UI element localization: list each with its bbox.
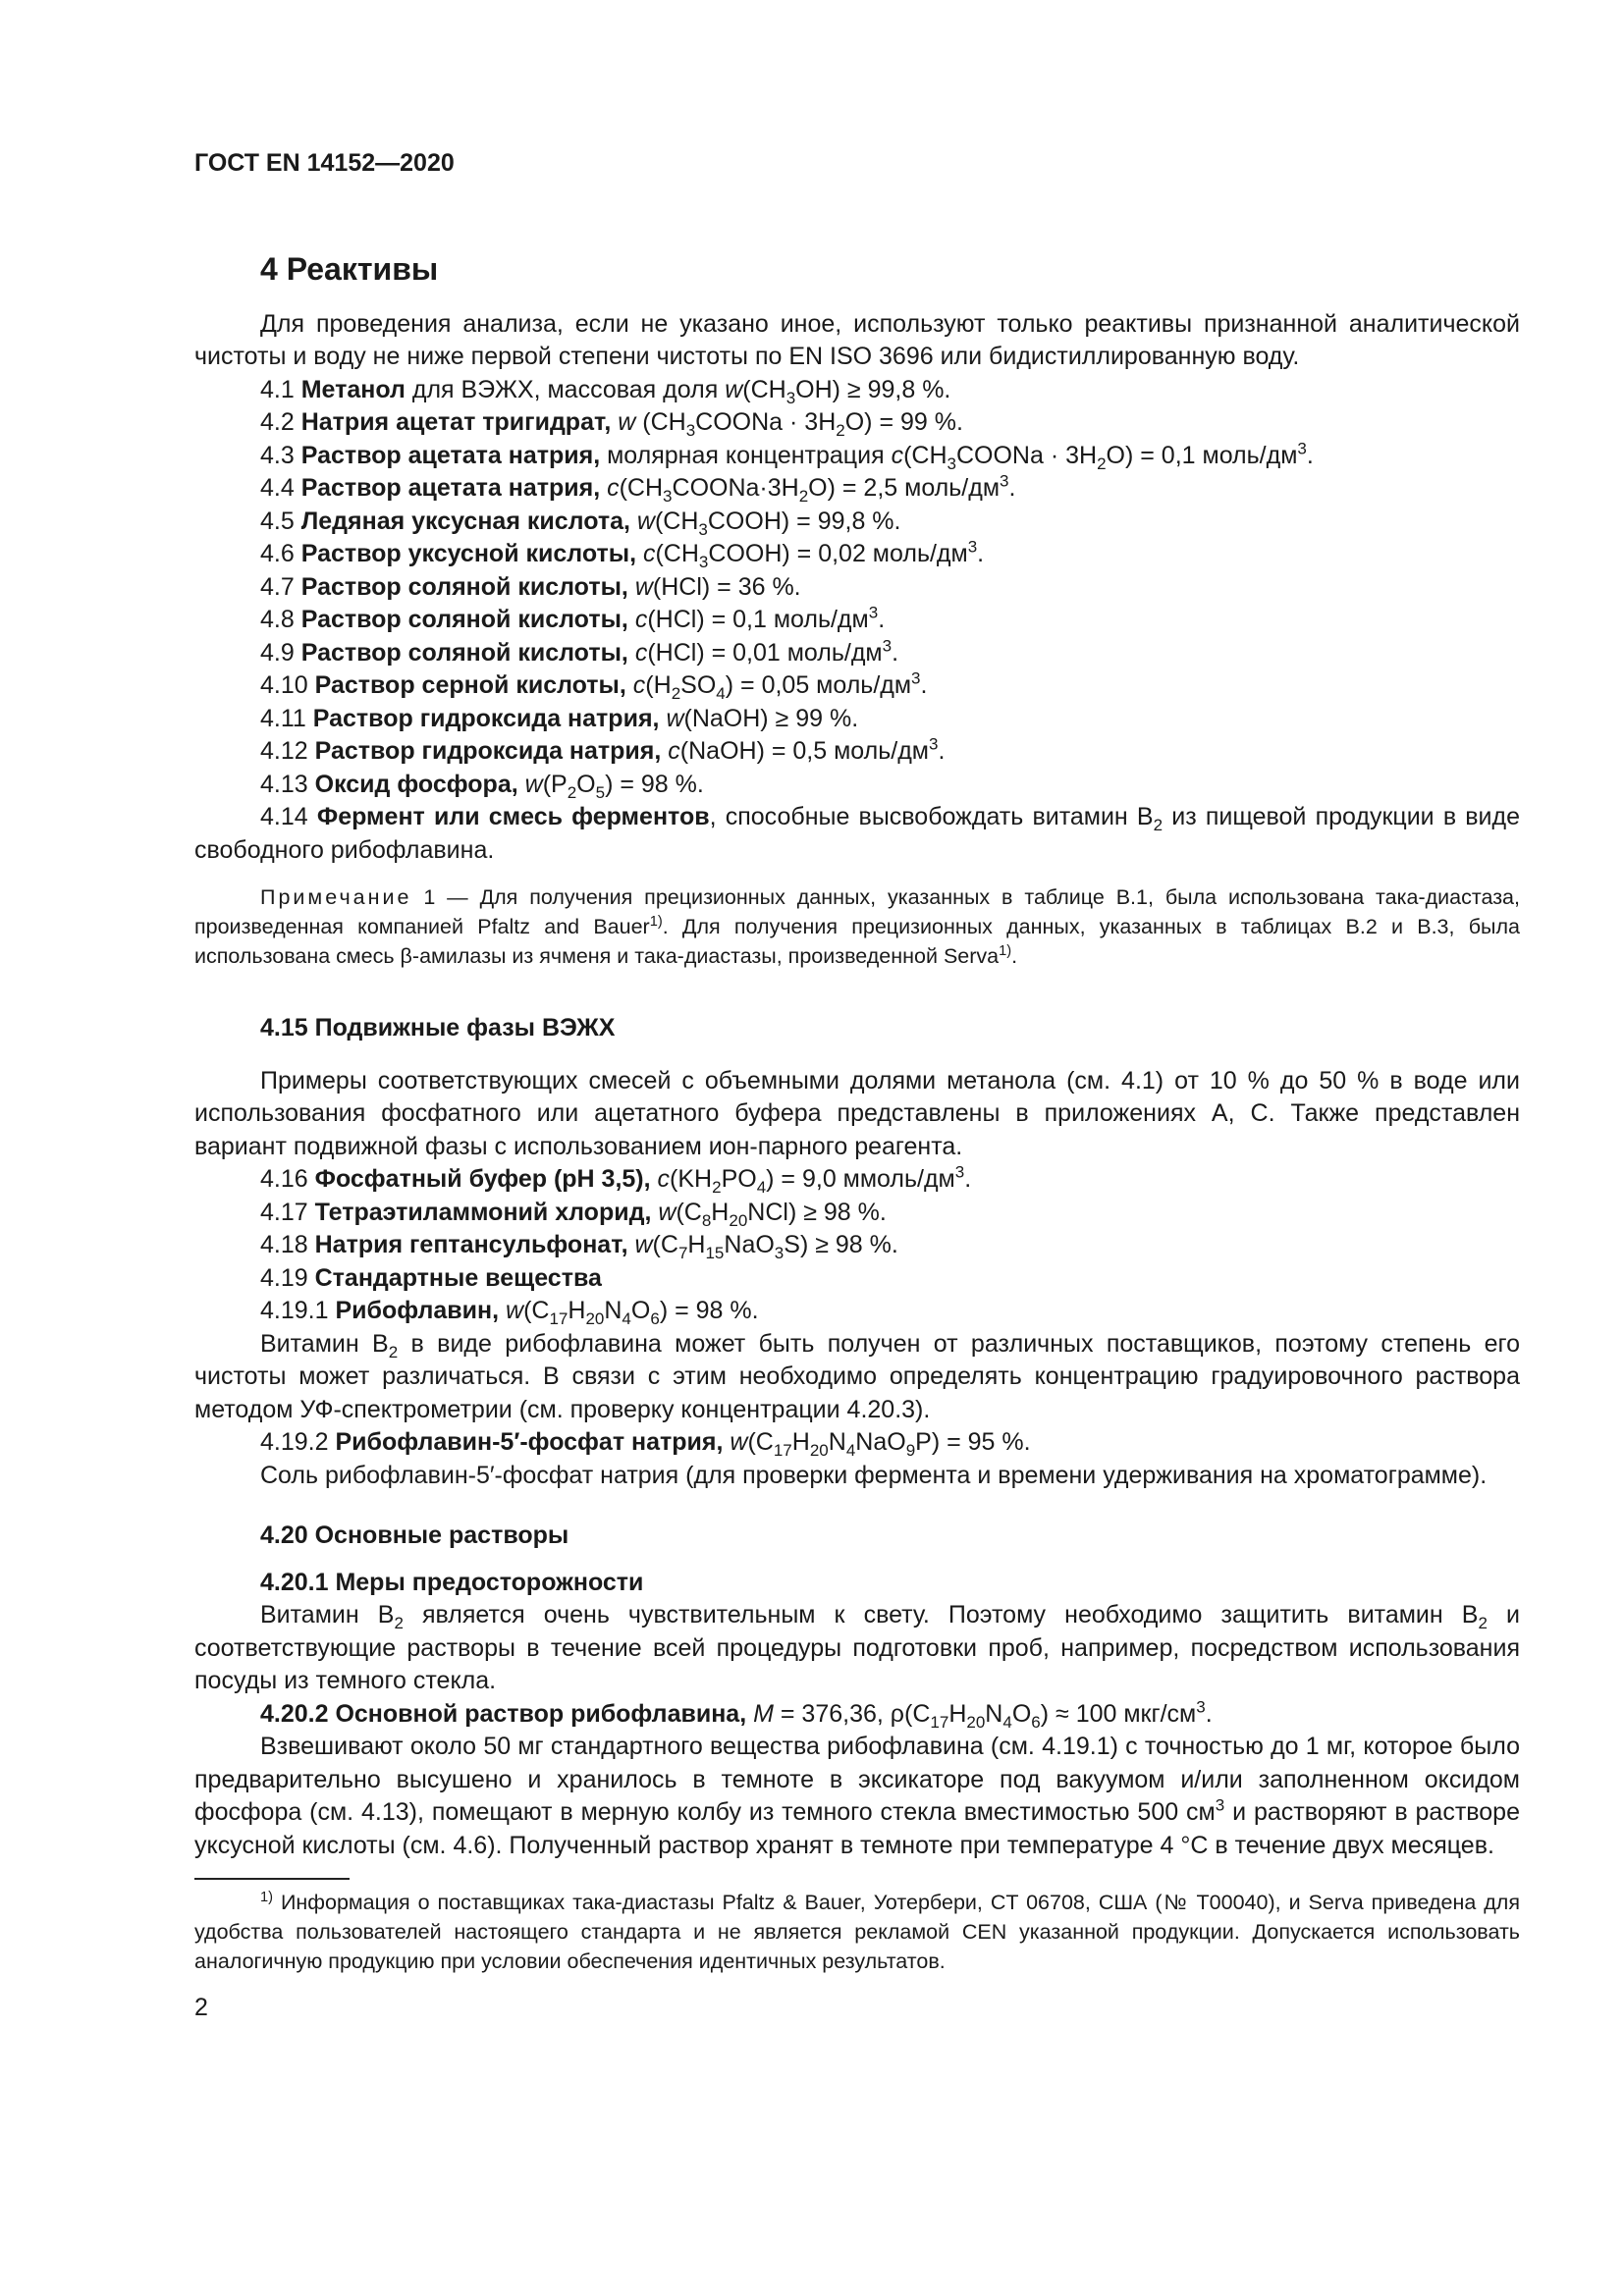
document-page	[194, 147, 1520, 2025]
item-4-14: 4.14 Фермент или смесь ферментов, способные высвобождать витамин $B_2$ из пищевой продукции в виде свободного рибофлавина.	[194, 803, 1521, 864]
item-4-19-1-text: Витамин $B_2$ в виде рибофлавина может быть получен от различных поставщиков, поэтому степень его чистоты может различаться. В связи с этим необходимо определять концентрацию градуировочного раствора методом УФ-спектрометрии (см. проверку концентрации 4.20.3).	[194, 1329, 1520, 1423]
item-4-19-2-text: Соль рибофлавин-5′-фосфат натрия (для проверки фермента и времени удерживания на хроматограмме).	[260, 1461, 1488, 1489]
footnote-divider	[194, 1878, 350, 1880]
subsection-4-15-title: 4.15 Подвижные фазы ВЭЖХ	[260, 1014, 616, 1041]
page-number: 2	[194, 1994, 208, 2021]
item-4-1: 4.1 Метанол для ВЭЖХ, массовая доля $w(CH_3OH) \ge 99,8$ %.	[260, 375, 951, 407]
subsection-4-20-1-title: 4.20.1 Меры предосторожности	[260, 1568, 644, 1596]
item-4-19: 4.19 Стандартные вещества	[260, 1263, 602, 1292]
section-title: 4 Реактивы	[260, 250, 439, 287]
item-4-11: 4.11 Раствор гидроксида натрия, w(NaOH) ≥ 99 %.	[260, 704, 859, 732]
item-4-19-2: 4.19.2 Рибофлавин-5′-фосфат натрия, $w(C_{17}H_{20}N_4NaO_9P) = 95$ %.	[260, 1428, 1031, 1460]
intro-paragraph: Для проведения анализа, если не указано иное, используют только реактивы признанной аналитической чистоты и воду не ниже первой степени чистоты по EN ISO 3696 или бидистиллированную воду.	[194, 309, 1520, 370]
note-1: Примечание 1 — Для получения прецизионных данных, указанных в таблице B.1, была использована така-диастаза, произведенная компанией Pfaltz and Bauer$^{1)}$. Для получения прецизионных данных, указанных в таблицах B.2 и B.3, была использована смесь β-амилазы из ячменя и така-диастазы, произведенной Serva$^{1)}$.	[194, 885, 1520, 968]
item-4-17: 4.17 Тетраэтиламмоний хлорид, $w(C_8H_{20}NCl) \ge 98$ %.	[260, 1198, 887, 1230]
item-4-5: 4.5 Ледяная уксусная кислота, $w(CH_3COOH) = 99,8$ %.	[260, 507, 901, 539]
subsection-4-20-2-text: Взвешивают около 50 мг стандартного вещества рибофлавина (см. 4.19.1) с точностью до 1 мг, которое было предварительно высушено и хранилось в темноте в эксикаторе под вакуумом и/или заполненном оксидом фосфора (см. 4.13), помещают в мерную колбу из темного стекла вместимостью 500 $см^3$ и растворяют в растворе уксусной кислоты (см. 4.6). Полученный раствор хранят в темноте при температуре 4 °С в течение двух месяцев.	[194, 1733, 1520, 1859]
item-4-8: 4.8 Раствор соляной кислоты, c(HCl) = 0,1 моль/$дм^3$.	[260, 603, 886, 633]
item-4-19-1: 4.19.1 Рибофлавин, $w(C_{17}H_{20}N_4O_6) = 98$ %.	[260, 1297, 759, 1328]
item-4-18: 4.18 Натрия гептансульфонат, $w(C_7H_{15}NaO_3S) \ge 98$ %.	[260, 1231, 898, 1262]
subsection-4-15-text: Примеры соответствующих смесей с объемными долями метанола (см. 4.1) от 10 % до 50 % в воде или использования фосфатного или ацетатного буфера представлены в приложениях А, С. Также представлен вариант подвижной фазы с использованием ион-парного реагента.	[194, 1066, 1520, 1160]
subsection-4-20-title: 4.20 Основные растворы	[260, 1522, 569, 1549]
item-4-13: 4.13 Оксид фосфора, $w(P_2O_5) = 98$ %.	[260, 770, 704, 802]
standard-code: ГОСТ EN 14152—2020	[194, 149, 455, 177]
subsection-4-20-2-title: 4.20.2 Основной раствор рибофлавина, M = 376,36, $\rho(C_{17}H_{20}N_4O_6) \approx 100$ мкг/$см^3$.	[260, 1697, 1213, 1732]
footnote: $^{1)}$ Информация о поставщиках така-диастазы Pfaltz & Bauer, Уотербери, CT 06708, США (№ T00040), и Serva приведена для удобства пользователей настоящего стандарта и не является рекламой CEN указанной продукции. Допускается использовать аналогичную продукцию при условии обеспечения идентичных результатов.	[194, 1889, 1520, 1973]
subsection-4-20-1-text: Витамин $B_2$ является очень чувствительным к свету. Поэтому необходимо защитить витамин $B_2$ и соответствующие растворы в течение всей процедуры подготовки проб, например, посредством использования посуды из темного стекла.	[194, 1601, 1520, 1694]
item-4-2: 4.2 Натрия ацетат тригидрат, w $(CH_3COONa \cdot 3H_2O) = 99$ %.	[260, 408, 963, 440]
item-4-12: 4.12 Раствор гидроксида натрия, c(NaOH) = 0,5 моль/$дм^3$.	[260, 734, 946, 765]
item-4-10: 4.10 Раствор серной кислоты, $c(H_2SO_4) = 0,05$ моль/$дм^3$.	[260, 668, 928, 703]
item-4-3: 4.3 Раствор ацетата натрия, молярная концентрация $c(CH_3COONa \cdot 3H_2O) = 0,1$ моль/$дм^3$.	[260, 439, 1314, 473]
item-4-6: 4.6 Раствор уксусной кислоты, $c(CH_3COOH) = 0,02$ моль/$дм^3$.	[260, 537, 985, 571]
item-4-9: 4.9 Раствор соляной кислоты, c(HCl) = 0,01 моль/$дм^3$.	[260, 636, 899, 667]
item-4-4: 4.4 Раствор ацетата натрия, $c(CH_3COONa\cdot 3H_2O) = 2,5$ моль/$дм^3$.	[260, 471, 1016, 506]
item-4-7: 4.7 Раствор соляной кислоты, w(HCl) = 36 %.	[260, 572, 801, 601]
item-4-16: 4.16 Фосфатный буфер (pH 3,5), $c(KH_2PO_4) = 9,0$ ммоль/$дм^3$.	[260, 1162, 972, 1197]
